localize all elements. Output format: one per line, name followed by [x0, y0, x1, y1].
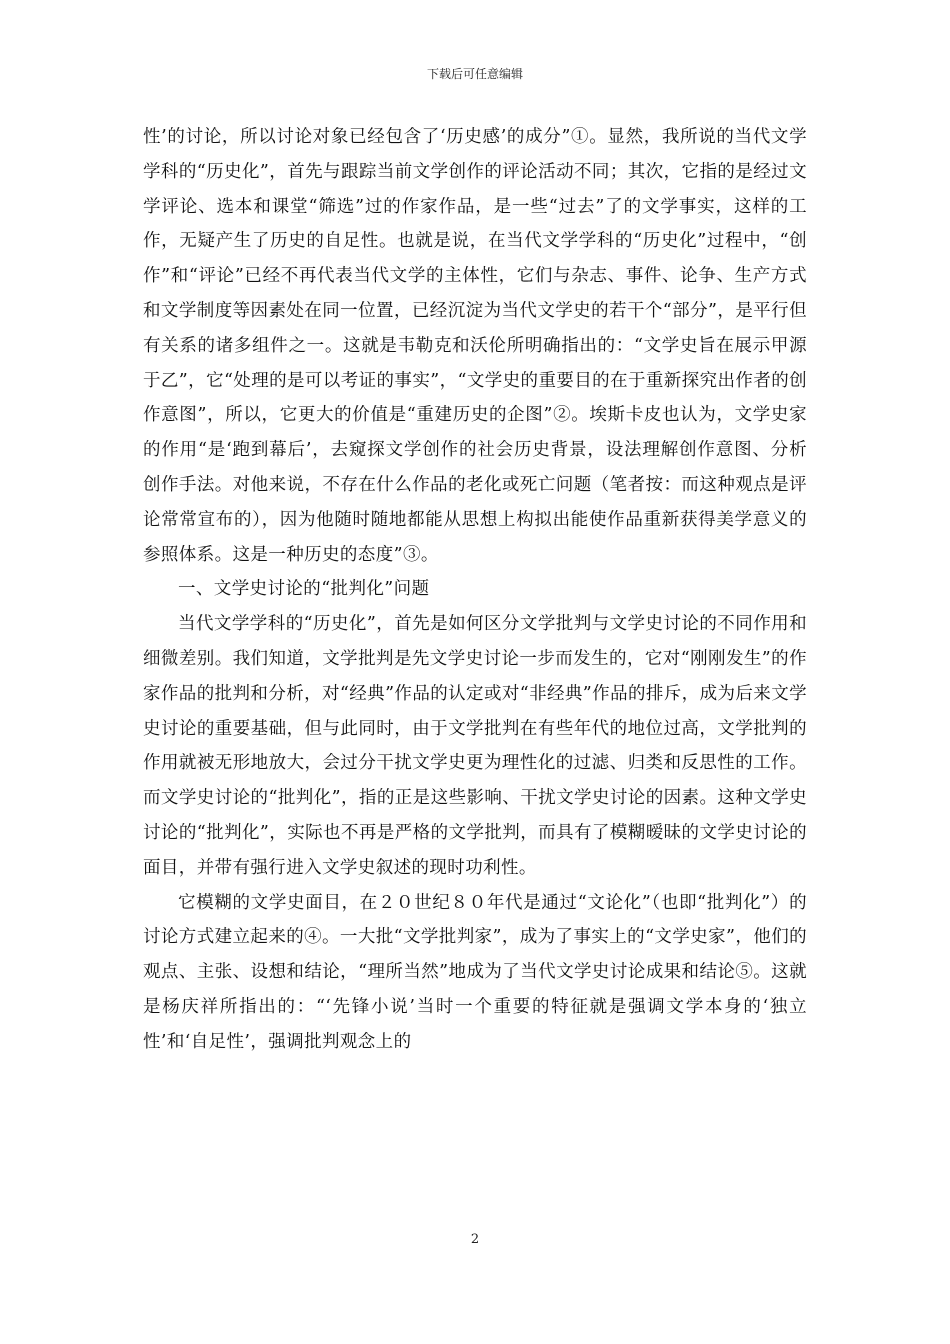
page-header: 下载后可任意编辑	[426, 67, 523, 81]
body-paragraph-continuation: 性’的讨论，所以讨论对象已经包含了‘历史感’的成分”①。显然，我所说的当代文学学科的“历史化”，首先与跟踪当前文学创作的评论活动不同；其次，它指的是经过文学评论、选本和课堂“筛选”过的作家作品，是一些“过去”了的文学事实，这样的工作，无疑产生了历史的自足性。也就是说，在当代文学学科的“历史化”过程中，“创作”和“评论”已经不再代表当代文学的主体性，它们与杂志、事件、论争、生产方式和文学制度等因素处在同一位置，已经沉淀为当代文学史的若干个“部分”，是平行但有关系的诸多组件之一。这就是韦勒克和沃伦所明确指出的：“文学史旨在展示甲源于乙”，它“处理的是可以考证的事实”，“文学史的重要目的在于重新探究出作者的创作意图”，所以，它更大的价值是“重建历史的企图”②。埃斯卡皮也认为，文学史家的作用“是‘跑到幕后’，去窥探文学创作的社会历史背景，设法理解创作意图、分析创作手法。对他来说，不存在什么作品的老化或死亡问题（笔者按：而这种观点是评论常常宣布的），因为他随时随地都能从思想上构拟出能使作品重新获得美学意义的参照体系。这是一种历史的态度”③。	[143, 127, 807, 565]
document-body	[143, 120, 807, 1060]
section-heading: 一、文学史讨论的“批判化”问题	[178, 579, 430, 600]
page-number: 2	[470, 1232, 480, 1247]
body-paragraph: 它模糊的文学史面目，在２０世纪８０年代是通过“文论化”（也即“批判化”）的讨论方式建立起来的④。一大批“文学批判家”，成为了事实上的“文学史家”，他们的观点、主张、设想和结论，“理所当然”地成为了当代文学史讨论成果和结论⑤。这就是杨庆祥所指出的：“‘先锋小说’当时一个重要的特征就是强调文学本身的‘独立性’和‘自足性’，强调批判观念上的	[143, 892, 807, 1052]
body-paragraph: 当代文学学科的“历史化”，首先是如何区分文学批判与文学史讨论的不同作用和细微差别。我们知道，文学批判是先文学史讨论一步而发生的，它对“刚刚发生”的作家作品的批判和分析，对“经典”作品的认定或对“非经典”作品的排斥，成为后来文学史讨论的重要基础，但与此同时，由于文学批判在有些年代的地位过高，文学批判的作用就被无形地放大，会过分干扰文学史更为理性化的过滤、归类和反思性的工作。而文学史讨论的“批判化”，指的正是这些影响、干扰文学史讨论的因素。这种文学史讨论的“批判化”，实际也不再是严格的文学批判，而具有了模糊暧昧的文学史讨论的面目，并带有强行进入文学史叙述的现时功利性。	[143, 614, 807, 878]
